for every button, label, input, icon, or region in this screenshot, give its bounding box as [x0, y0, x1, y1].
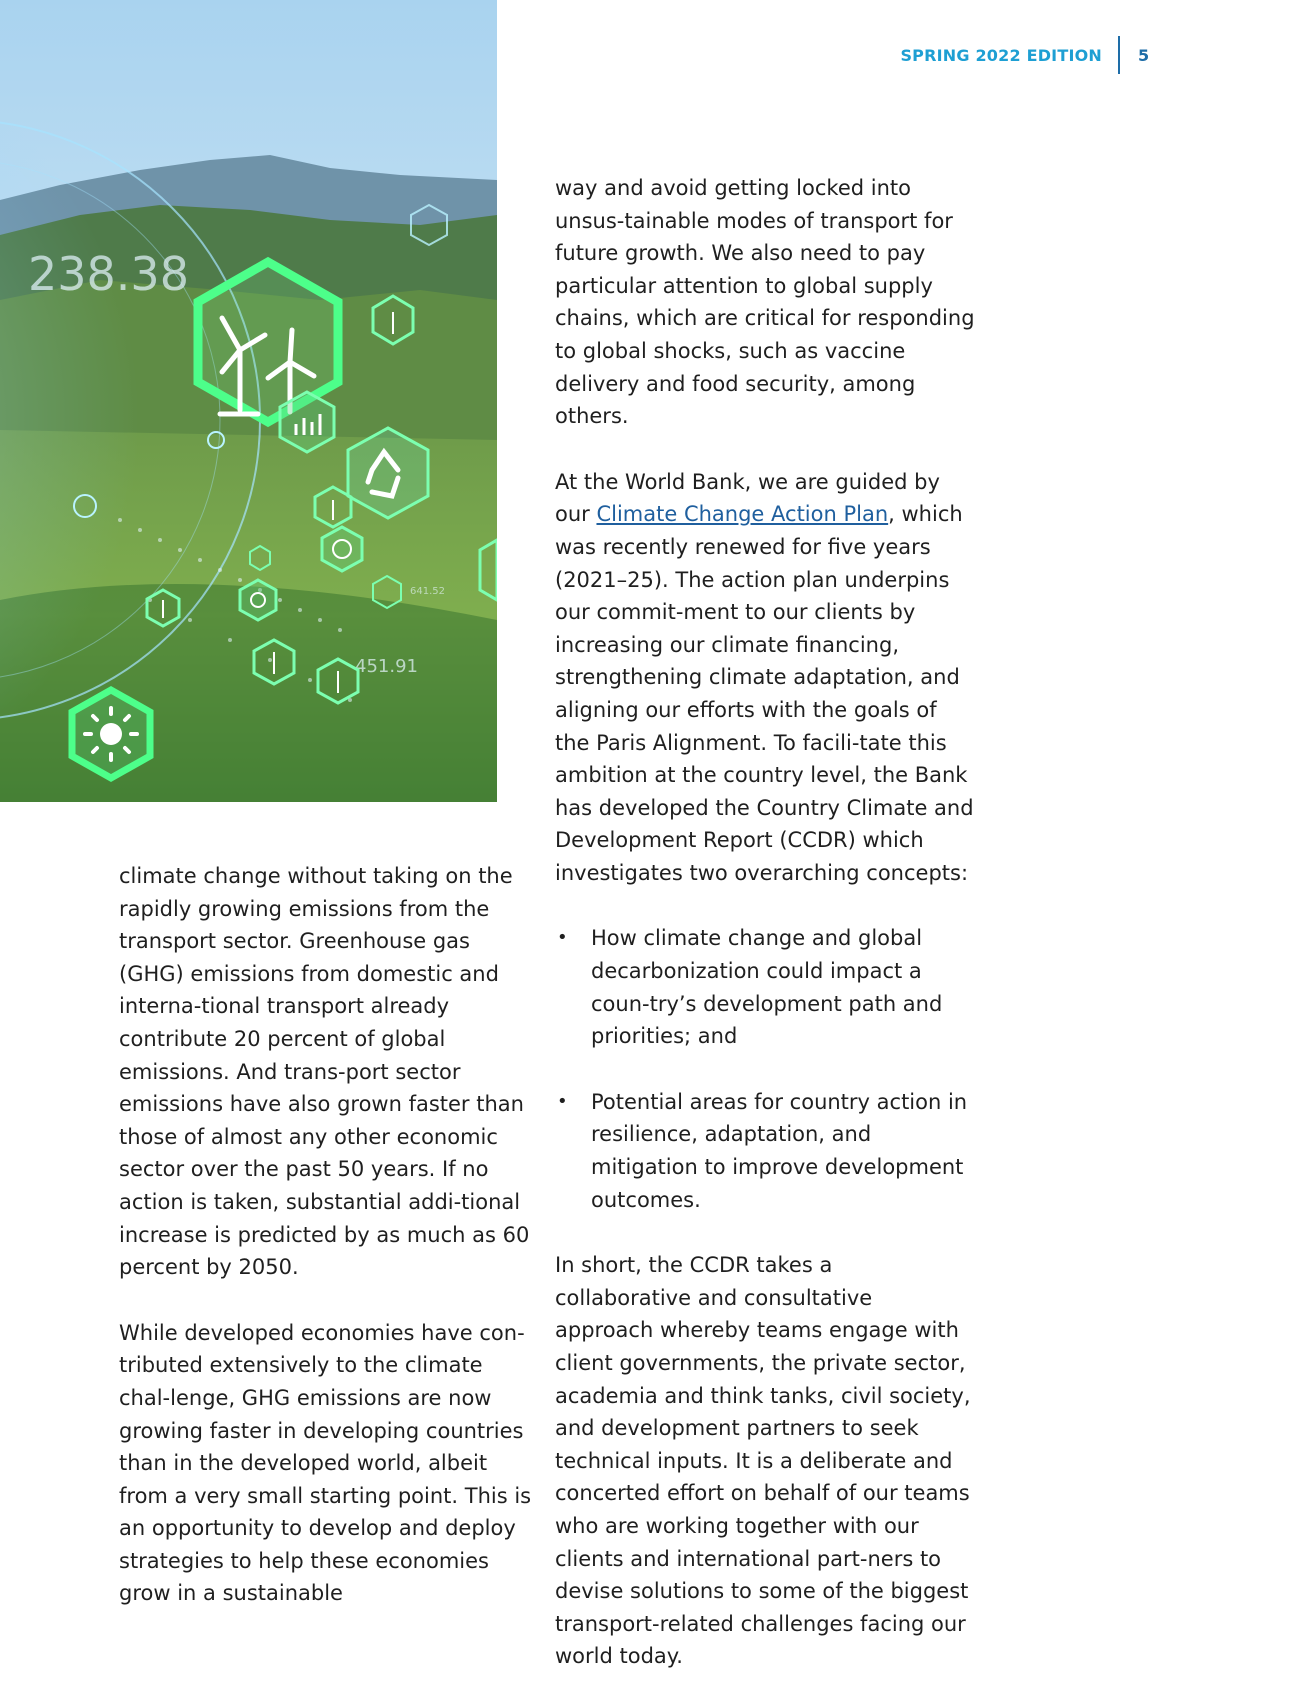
paragraph-text: , which was recently renewed for five years (2021–25). The action plan underpins our commit-ment to our clients by increasing our climate financing, strengthening climate adaptation, and aligning our efforts with the goals of the Paris Alignment. To facili-tate this ambition at the country level, the Bank has developed the Country Climate and Development Report (CCDR) which investigates two overarching concepts: [555, 502, 974, 885]
list-item-text: How climate change and global decarbonization could impact a coun-try’s development path and priorities; and [591, 926, 943, 1049]
paragraph-text: At the World Bank, we are guided by our [555, 469, 940, 527]
left-column [119, 860, 539, 1643]
page-number: 5 [1138, 45, 1150, 65]
right-column [555, 172, 975, 1706]
body-paragraph: While developed economies have con-tributed extensively to the climate chal-lenge, GHG emissions are now growing faster in developing countries than in the developed world, albeit from a very small starting point. This is an opportunity to develop and deploy strategies to help these economies grow in a sustainable [119, 1320, 532, 1606]
body-paragraph: In short, the CCDR takes a collaborative and consultative approach whereby teams engage with client governments, the private sector, academia and think tanks, civil society, and development partners to seek technical inputs. It is a deliberate and concerted effort on behalf of our teams who are working together with our clients and international part-ners to devise solutions to some of the biggest transport-related challenges facing our world today. [555, 1253, 971, 1669]
page-header [900, 36, 1152, 74]
edition-label: SPRING 2022 EDITION [900, 45, 1102, 65]
list-item [555, 922, 975, 1052]
overlay-number-3: 641.52 [410, 586, 445, 597]
globe-icon [322, 527, 362, 571]
list-item-text: Potential areas for country action in resilience, adaptation, and mitigation to improve development outcomes. [591, 1089, 968, 1212]
bullet-icon: • [557, 1090, 568, 1112]
hero-image [0, 0, 497, 802]
overlay-number-2: 451.91 [355, 656, 418, 677]
climate-change-action-plan-link[interactable]: Climate Change Action Plan [596, 502, 889, 527]
overlay-number-1: 238.38 [28, 247, 189, 301]
body-paragraph: climate change without taking on the rapidly growing emissions from the transport sector. Greenhouse gas (GHG) emissions from domestic and interna-tional transport already contribute 20 percent of global emissions. And trans-port sector emissions have also grown faster than those of almost any other economic sector over the past 50 years. If no action is taken, substantial addi-tional increase is predicted by as much as 60 percent by 2050. [119, 864, 530, 1280]
chart-icon [280, 392, 334, 452]
concepts-list [555, 922, 975, 1216]
bullet-icon: • [557, 927, 568, 949]
globe-icon [240, 580, 276, 620]
body-paragraph: way and avoid getting locked into unsus-tainable modes of transport for future growth. We also need to pay particular attention to global supply chains, which are critical for responding to global shocks, such as vaccine delivery and food security, among others. [555, 176, 975, 429]
sun-icon [72, 690, 150, 778]
list-item [555, 1086, 975, 1216]
body-paragraph [555, 466, 975, 890]
